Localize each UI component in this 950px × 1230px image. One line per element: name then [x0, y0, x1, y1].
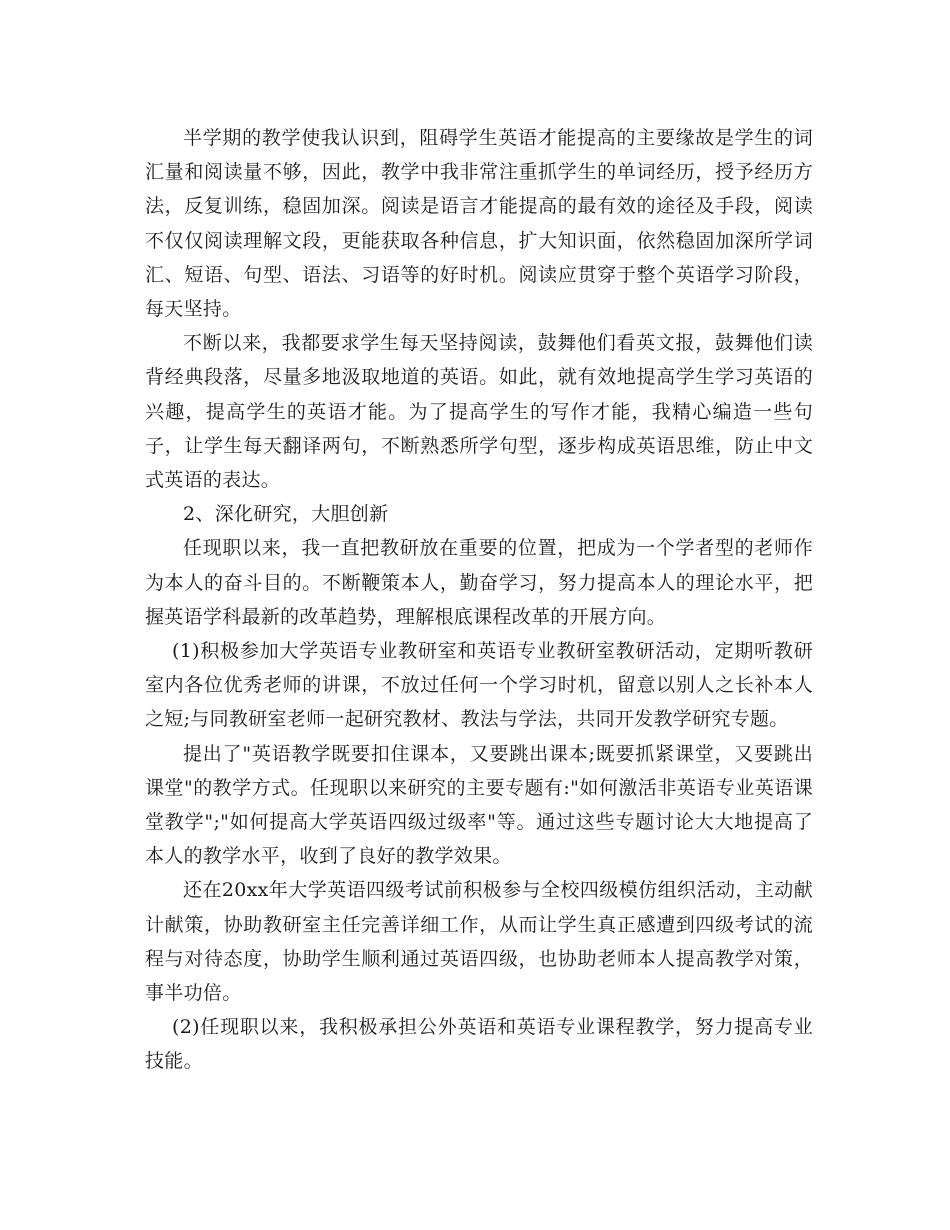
- paragraph-teaching-method: 提出了"英语教学既要扣住课本，又要跳出课本;既要抓紧课堂，又要跳出课堂"的教学方式。任现职以来研究的主要专题有:"如何激活非英语专业英语课堂教学";"如何提高大学英语四级过级率"等。通过这些专题讨论大大地提高了本人的教学水平，收到了良好的教学效果。: [145, 742, 813, 868]
- paragraph-vocabulary-reading: 半学期的教学使我认识到，阻碍学生英语才能提高的主要缘故是学生的词汇量和阅读量不够，因此，教学中我非常注重抓学生的单词经历，授予经历方法，反复训练，稳固加深。阅读是语言才能提高的最有效的途径及手段，阅读不仅仅阅读理解文段，更能获取各种信息，扩大知识面，依然稳固加深所学词汇、短语、句型、语法、习语等的好时机。阅读应贯穿于整个英语学习阶段，每天坚持。: [145, 127, 813, 321]
- paragraph-item-2: (2)任现职以来，我积极承担公外英语和英语专业课程教学，努力提高专业技能。: [145, 1016, 813, 1073]
- paragraph-daily-reading: 不断以来，我都要求学生每天坚持阅读，鼓舞他们看英文报，鼓舞他们读背经典段落，尽量多地汲取地道的英语。如此，就有效地提高学生学习英语的兴趣，提高学生的英语才能。为了提高学生的写作才能，我精心编造一些句子，让学生每天翻译两句，不断熟悉所学句型，逐步构成英语思维，防止中文式英语的表达。: [145, 332, 813, 492]
- document-body: [145, 121, 813, 1079]
- paragraph-cet4-activity: 还在20xx年大学英语四级考试前积极参与全校四级模仿组织活动，主动献计献策，协助教研室主任完善详细工作，从而让学生真正感遭到四级考试的流程与对待态度，协助学生顺利通过英语四级，也协助老师本人提高教学对策，事半功倍。: [145, 879, 813, 1005]
- paragraph-research-position: 任现职以来，我一直把教研放在重要的位置，把成为一个学者型的老师作为本人的奋斗目的。不断鞭策本人，勤奋学习，努力提高本人的理论水平，把握英语学科最新的改革趋势，理解根底课程改革的开展方向。: [145, 537, 813, 628]
- paragraph-item-1: (1)积极参加大学英语专业教研室和英语专业教研室教研活动，定期听教研室内各位优秀老师的讲课，不放过任何一个学习时机，留意以别人之长补本人之短;与同教研室老师一起研究教材、教法与学法，共同开发教学研究专题。: [145, 640, 813, 731]
- section-heading-research: 2、深化研究，大胆创新: [183, 503, 389, 526]
